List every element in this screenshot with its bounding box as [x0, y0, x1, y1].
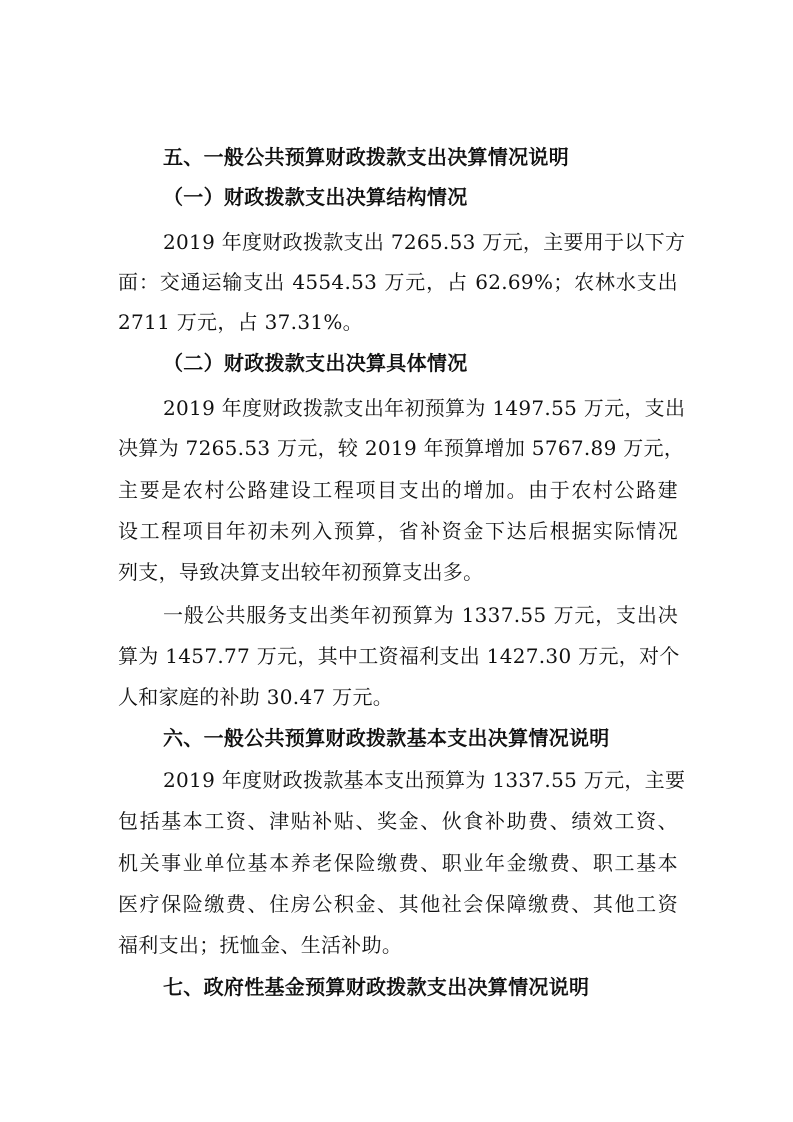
section-6-heading: 六、一般公共预算财政拨款基本支出决算情况说明: [163, 726, 610, 750]
paragraph-line: 2019 年度财政拨款支出 7265.53 万元，主要用于以下方: [163, 230, 686, 254]
paragraph-line: 福利支出；抚恤金、生活补助。: [118, 933, 403, 957]
paragraph-line: 列支，导致决算支出较年初预算支出多。: [118, 560, 484, 584]
paragraph-line: 算为 1457.77 万元，其中工资福利支出 1427.30 万元，对个: [118, 644, 680, 668]
paragraph-line: 机关事业单位基本养老保险缴费、职业年金缴费、职工基本: [118, 851, 678, 875]
section-5-sub1-heading: （一）财政拨款支出决算结构情况: [163, 185, 468, 209]
paragraph-line: 决算为 7265.53 万元，较 2019 年预算增加 5767.89 万元，: [118, 436, 685, 460]
section-7-heading: 七、政府性基金预算财政拨款支出决算情况说明: [163, 975, 590, 999]
paragraph-line: 主要是农村公路建设工程项目支出的增加。由于农村公路建: [118, 478, 678, 502]
paragraph-line: 2019 年度财政拨款基本支出预算为 1337.55 万元，主要: [163, 768, 686, 792]
section-5-heading: 五、一般公共预算财政拨款支出决算情况说明: [163, 145, 569, 169]
paragraph-line: 包括基本工资、津贴补贴、奖金、伙食补助费、绩效工资、: [118, 809, 678, 833]
paragraph-line: 人和家庭的补助 30.47 万元。: [118, 685, 394, 709]
paragraph-line: 面：交通运输支出 4554.53 万元，占 62.69%；农林水支出: [118, 270, 678, 294]
paragraph-line: 医疗保险缴费、住房公积金、其他社会保障缴费、其他工资: [118, 892, 678, 916]
paragraph-line: 设工程项目年初未列入预算，省补资金下达后根据实际情况: [118, 519, 678, 543]
section-5-sub2-heading: （二）财政拨款支出决算具体情况: [163, 351, 468, 375]
paragraph-line: 一般公共服务支出类年初预算为 1337.55 万元，支出决: [163, 603, 678, 627]
paragraph-line: 2711 万元，占 37.31%。: [118, 310, 363, 334]
paragraph-line: 2019 年度财政拨款支出年初预算为 1497.55 万元，支出: [163, 396, 686, 420]
